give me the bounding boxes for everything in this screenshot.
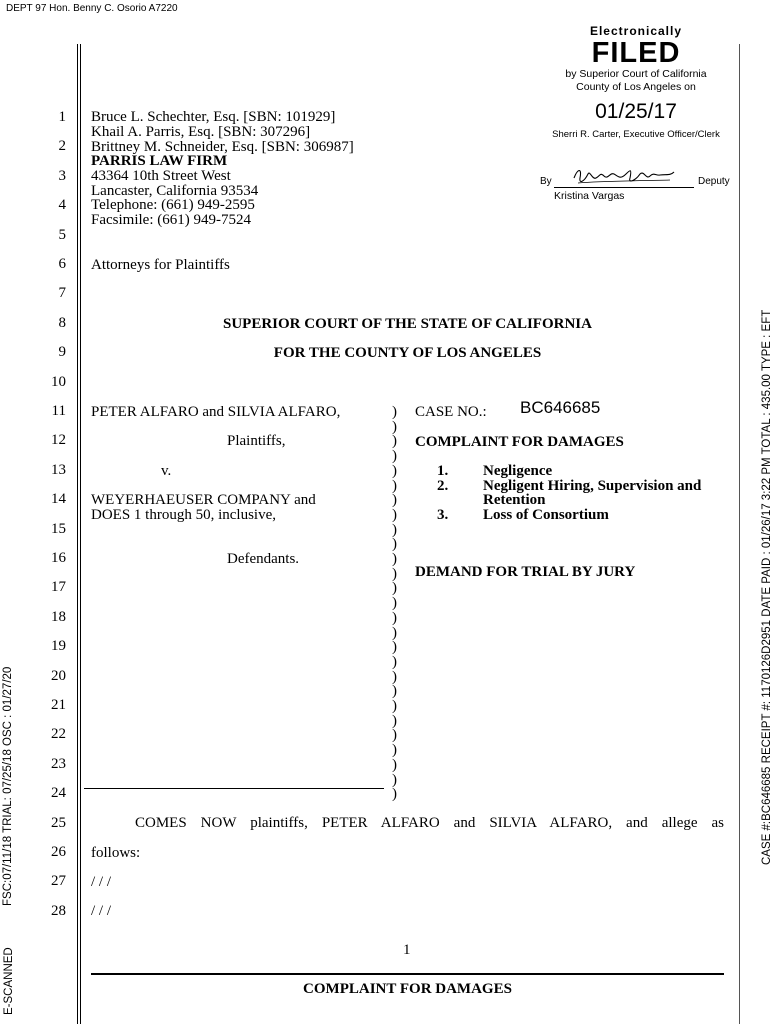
defendant-line-2: DOES 1 through 50, inclusive, — [91, 507, 276, 523]
separator-slashes-1: / / / — [91, 874, 112, 890]
caption-paren: ) — [392, 712, 397, 729]
margin-rule-left — [77, 44, 78, 1024]
caption-paren: ) — [392, 462, 397, 479]
attorney-line-2: Khail A. Parris, Esq. [SBN: 307296] — [91, 124, 311, 140]
escanned-stamp: E-SCANNED — [3, 947, 15, 1015]
versus: v. — [161, 463, 172, 479]
caption-paren: ) — [392, 595, 397, 612]
cause-2-text: Negligent Hiring, Supervision and — [483, 478, 702, 494]
caption-paren: ) — [392, 536, 397, 553]
line-number: 10 — [51, 373, 66, 390]
cause-2-number: 2. — [437, 478, 449, 494]
caption-paren: ) — [392, 448, 397, 465]
plaintiffs-label: Plaintiffs, — [227, 433, 286, 449]
margin-rule-right — [739, 44, 740, 1024]
court-county: FOR THE COUNTY OF LOS ANGELES — [273, 345, 542, 361]
caption-paren: ) — [392, 609, 397, 626]
line-number: 12 — [51, 432, 66, 449]
line-number: 23 — [51, 755, 66, 772]
deputy-name: Kristina Vargas — [554, 190, 625, 202]
caption-paren: ) — [392, 565, 397, 582]
line-number: 20 — [51, 667, 66, 684]
stamp-county: County of Los Angeles on — [576, 81, 696, 93]
caption-paren: ) — [392, 683, 397, 700]
caption-paren: ) — [392, 756, 397, 773]
caption-paren: ) — [392, 668, 397, 685]
firm-facsimile: Facsimile: (661) 949-7524 — [91, 212, 251, 228]
line-number: 7 — [58, 285, 66, 302]
caption-divider — [84, 788, 384, 789]
signature-by-label: By — [540, 176, 552, 187]
footer-title: COMPLAINT FOR DAMAGES — [303, 981, 512, 997]
line-number: 11 — [51, 403, 66, 419]
cause-3-number: 3. — [437, 507, 449, 523]
line-number: 26 — [51, 844, 66, 860]
intro-follows: follows: — [91, 845, 141, 861]
line-number: 22 — [51, 726, 66, 743]
separator-slashes-2: / / / — [91, 903, 112, 919]
firm-address-1: 43364 10th Street West — [91, 168, 231, 184]
line-number: 17 — [51, 579, 66, 596]
cause-3-text: Loss of Consortium — [483, 507, 609, 523]
stamp-date: 01/25/17 — [595, 100, 677, 123]
line-number: 4 — [58, 197, 66, 214]
filed-stamp — [536, 24, 736, 140]
line-number: 15 — [51, 520, 66, 537]
line-number: 3 — [58, 167, 66, 184]
line-number: 19 — [51, 638, 66, 655]
stamp-electronically: Electronically — [589, 24, 683, 38]
caption-paren: ) — [392, 492, 397, 509]
caption-paren: ) — [392, 551, 397, 567]
cause-1-number: 1. — [437, 463, 449, 479]
line-number: 27 — [51, 873, 66, 890]
case-number-label: CASE NO.: — [415, 404, 487, 420]
firm-telephone: Telephone: (661) 949-2595 — [91, 197, 255, 213]
stamp-clerk: Sherri R. Carter, Executive Officer/Clerk — [552, 129, 720, 140]
line-number: 8 — [58, 314, 66, 331]
line-number: 2 — [58, 138, 66, 155]
caption-paren: ) — [392, 477, 397, 494]
line-number: 18 — [51, 608, 66, 625]
caption-paren: ) — [392, 580, 397, 597]
line-number: 25 — [51, 814, 66, 831]
caption-paren: ) — [392, 418, 397, 435]
stamp-by-court: by Superior Court of California — [565, 68, 707, 80]
defendant-line-1: WEYERHAEUSER COMPANY and — [91, 492, 316, 508]
line-number: 16 — [51, 550, 66, 566]
line-number: 21 — [51, 697, 66, 713]
line-number: 1 — [58, 109, 66, 125]
page-number: 1 — [403, 942, 411, 958]
court-name: SUPERIOR COURT OF THE STATE OF CALIFORNIA — [223, 316, 592, 332]
department-header: DEPT 97 Hon. Benny C. Osorio A7220 — [6, 3, 178, 14]
defendants-label: Defendants. — [227, 551, 300, 567]
caption-paren: ) — [392, 742, 397, 759]
caption-paren: ) — [392, 433, 397, 450]
receipt-stamp: CASE #:BC646685 RECEIPT #: 1170126D2951 DATE PAID : 01/26/17 3:22 PM TOTAL : 435.00 TYPE : EFT — [761, 309, 773, 865]
attorneys-for: Attorneys for Plaintiffs — [91, 257, 230, 273]
caption-paren: ) — [392, 404, 397, 420]
jury-demand: DEMAND FOR TRIAL BY JURY — [415, 564, 636, 580]
cause-1-text: Negligence — [483, 463, 553, 479]
line-number: 14 — [51, 491, 66, 508]
intro-paragraph: COMES NOW plaintiffs, PETER ALFARO and SILVIA ALFARO, and allege as — [135, 815, 724, 831]
complaint-title: COMPLAINT FOR DAMAGES — [415, 434, 624, 450]
scheduling-dates-stamp: FSC:07/11/18 TRIAL: 07/25/18 OSC : 01/27/20 — [2, 666, 14, 906]
margin-rule-left-inner — [80, 44, 81, 1024]
line-number: 9 — [58, 344, 66, 361]
attorney-line-1: Bruce L. Schechter, Esq. [SBN: 101929] — [91, 109, 336, 125]
footer-rule — [91, 973, 724, 975]
line-number: 6 — [58, 256, 66, 272]
plaintiffs-names: PETER ALFARO and SILVIA ALFARO, — [91, 404, 341, 420]
caption-paren: ) — [392, 521, 397, 538]
attorney-line-3: Brittney M. Schneider, Esq. [SBN: 306987] — [91, 139, 354, 155]
caption-paren: ) — [392, 786, 397, 803]
signature-underline — [554, 187, 694, 188]
line-number: 5 — [58, 226, 66, 243]
line-number: 13 — [51, 461, 66, 478]
line-number: 28 — [51, 902, 66, 919]
caption-paren: ) — [392, 771, 397, 788]
deputy-label: Deputy — [698, 176, 730, 187]
cause-2-text-cont: Retention — [483, 492, 546, 508]
handwritten-signature — [570, 166, 690, 188]
caption-paren: ) — [392, 624, 397, 641]
law-firm-name: PARRIS LAW FIRM — [91, 153, 228, 169]
firm-address-2: Lancaster, California 93534 — [91, 183, 259, 199]
case-number-value: BC646685 — [520, 398, 601, 417]
caption-paren: ) — [392, 506, 397, 523]
caption-paren: ) — [392, 727, 397, 744]
stamp-filed: FILED — [591, 37, 681, 69]
caption-paren: ) — [392, 653, 397, 670]
caption-paren: ) — [392, 639, 397, 656]
caption-paren: ) — [392, 698, 397, 714]
line-number: 24 — [51, 785, 66, 802]
